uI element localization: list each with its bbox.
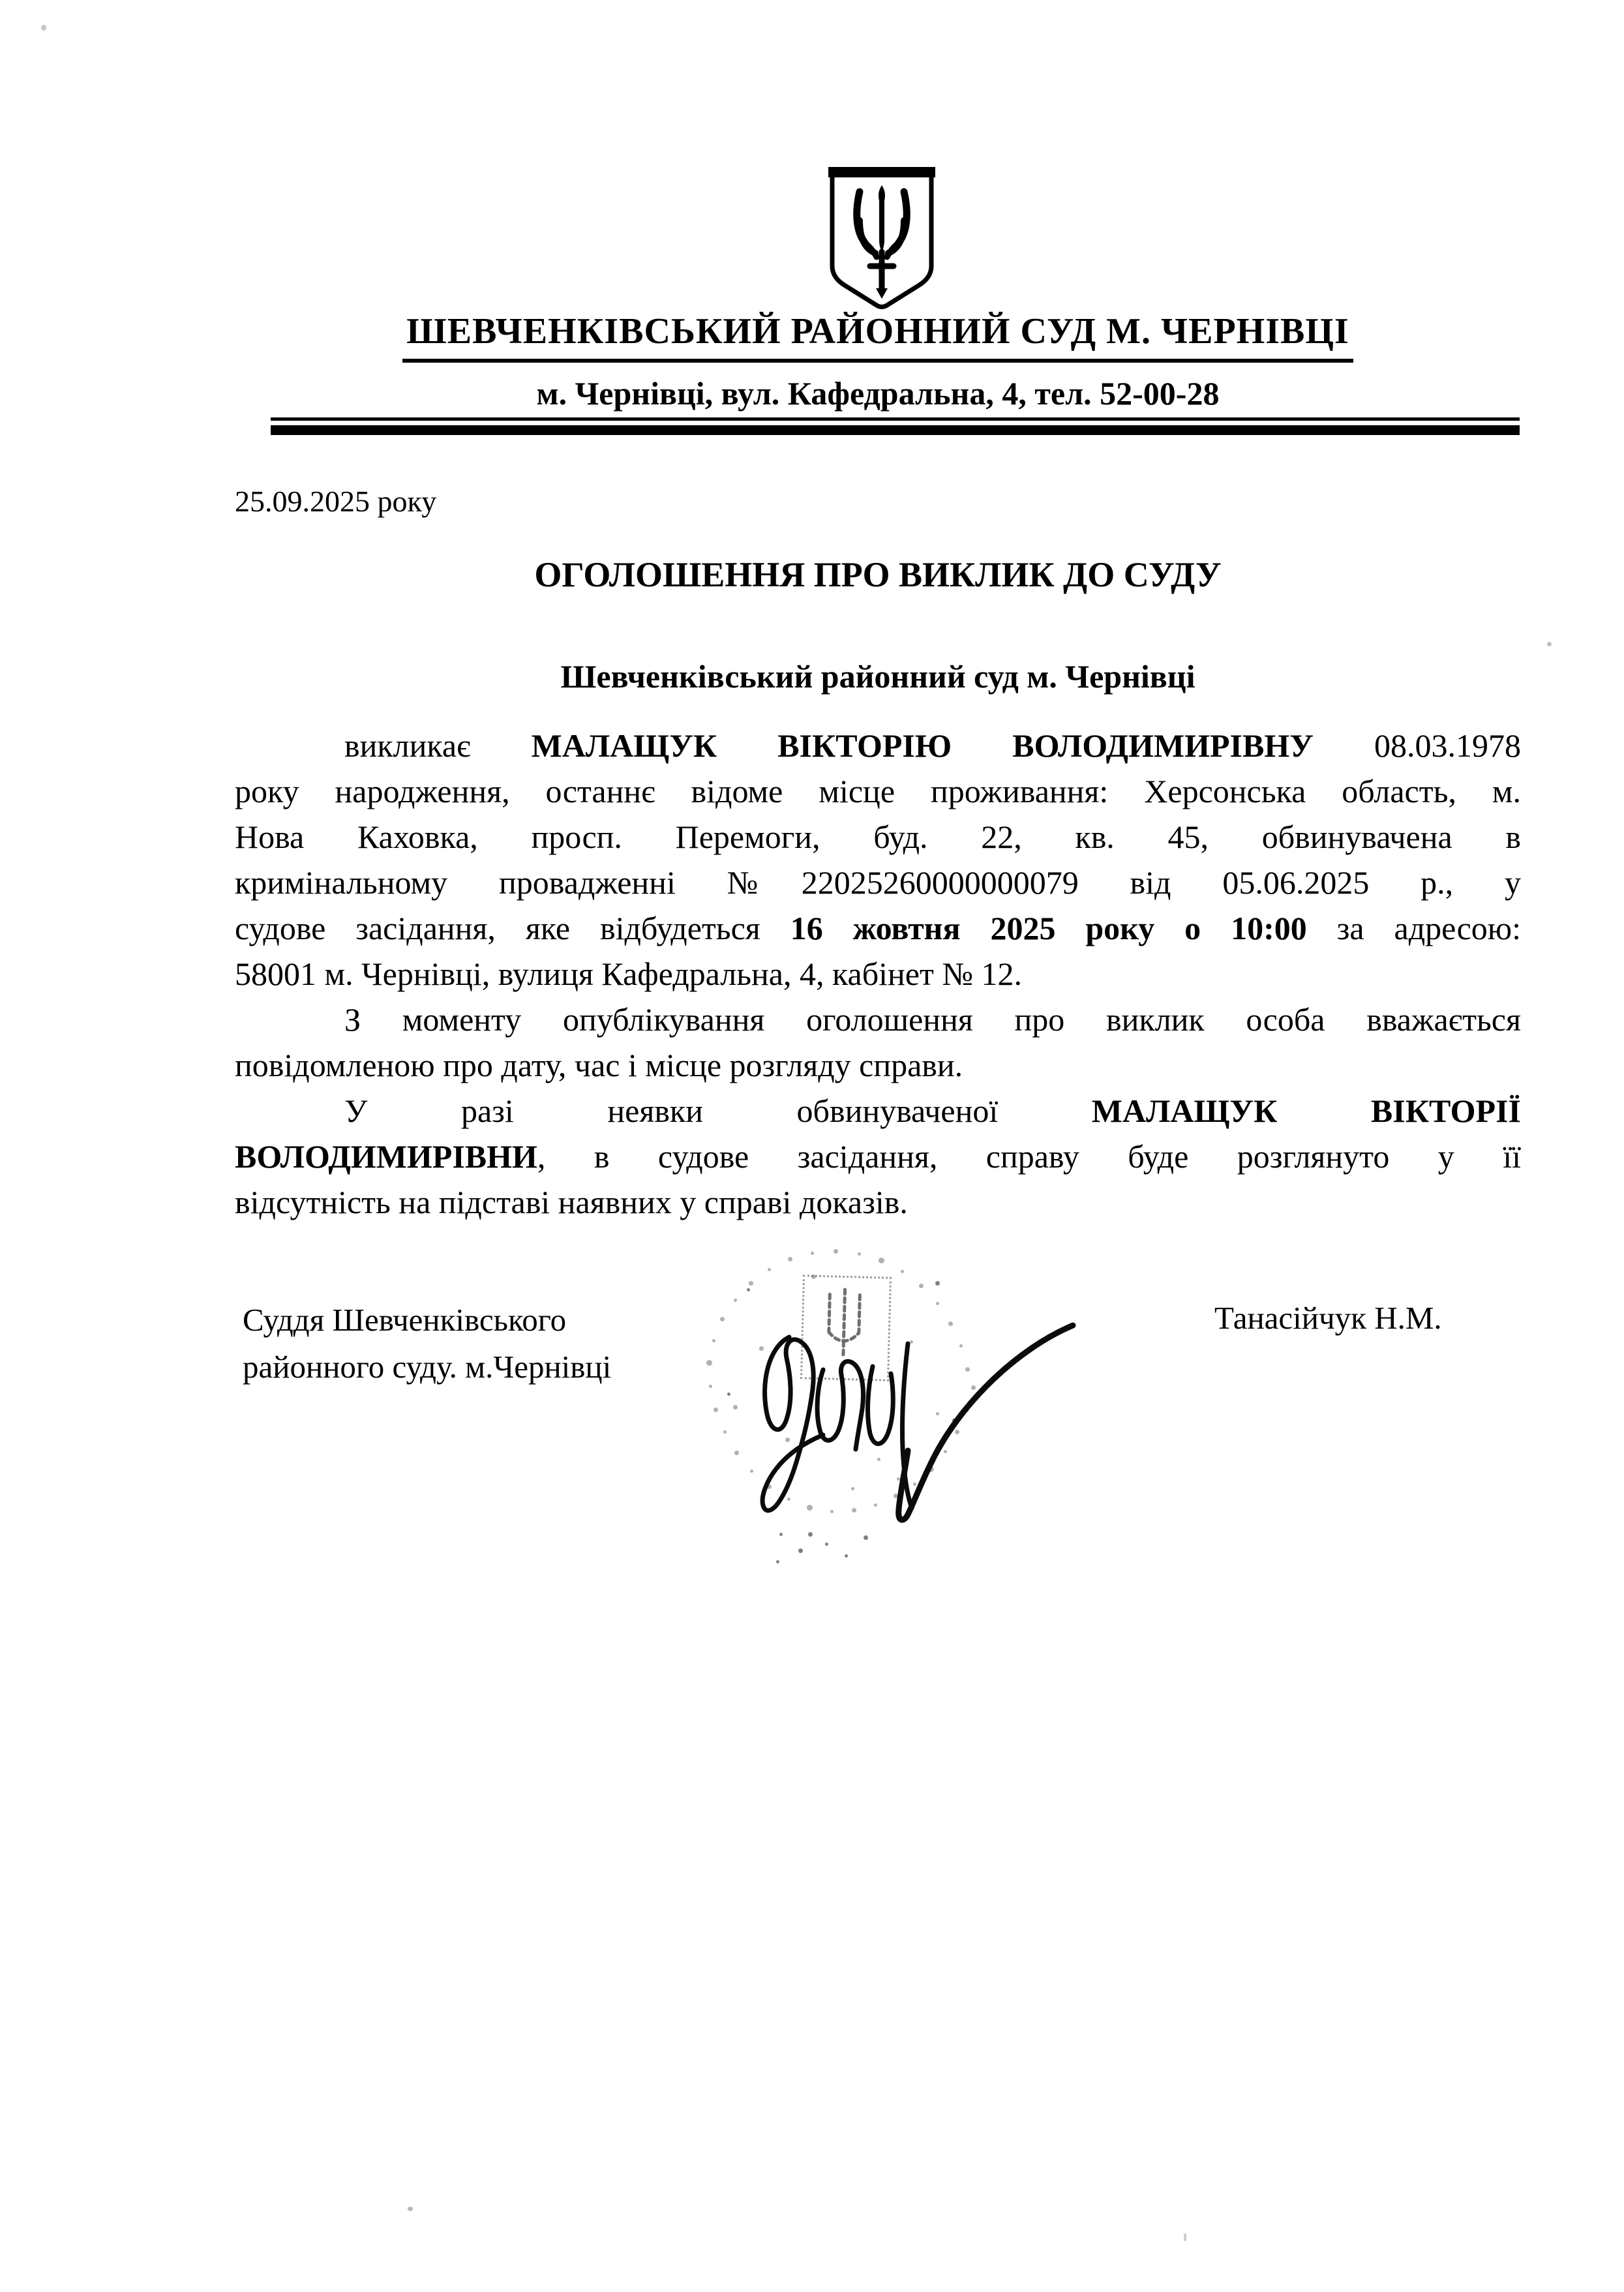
body-line: З моменту опублікування оголошення про виклик особа вважається (344, 1001, 1521, 1038)
body-line (235, 723, 1521, 768)
ukraine-trident-shield-icon (823, 163, 940, 314)
divider-thin-line (271, 417, 1520, 421)
judge-name: Танасійчук Н.М. (1214, 1300, 1442, 1336)
judge-caption-line: Суддя Шевченківського (243, 1302, 567, 1338)
document-date: 25.09.2025 року (235, 485, 437, 518)
document-subtitle: Шевченківський районний суд м. Чернівці (560, 658, 1195, 695)
body-line (235, 905, 1521, 951)
body-text: 08.03.1978 (1313, 727, 1521, 764)
document-title: ОГОЛОШЕННЯ ПРО ВИКЛИК ДО СУДУ (534, 555, 1222, 594)
court-address: м. Чернівці, вул. Кафедральна, 4, тел. 52-00-28 (536, 375, 1220, 412)
body-line: відсутність на підставі наявних у справі доказів. (235, 1184, 908, 1220)
body-line: 58001 м. Чернівці, вулиця Кафедральна, 4, кабінет № 12. (235, 956, 1023, 992)
judge-caption (243, 1297, 611, 1391)
body-line: кримінальному провадженні №22025260000000079 від 05.06.2025 р., у (235, 864, 1521, 901)
body-text: викликає (344, 727, 532, 764)
body-text: У разі неявки обвинуваченої (344, 1093, 1092, 1129)
body-line: повідомленою про дату, час і місце розгляду справи. (235, 1047, 963, 1083)
scan-speck (1547, 642, 1552, 646)
body-line: Нова Каховка, просп. Перемоги, буд. 22, кв. 45, обвинувачена в (235, 819, 1521, 855)
judge-caption-line: районного суду. м.Чернівці (243, 1349, 612, 1385)
hearing-datetime-bold: 16 жовтня 2025 року о 10:00 (790, 910, 1307, 946)
document-body (235, 723, 1521, 1225)
scan-speck (408, 2207, 413, 2211)
accused-name-bold: МАЛАЩУК ВІКТОРІЇ (1091, 1093, 1521, 1129)
body-line (235, 1134, 1521, 1179)
body-line (235, 1088, 1521, 1134)
header-divider (271, 417, 1520, 435)
accused-name-bold: МАЛАЩУК ВІКТОРІЮ ВОЛОДИМИРІВНУ (531, 727, 1314, 764)
divider-thick-line (271, 425, 1520, 435)
body-text: судове засідання, яке відбудеться (235, 910, 790, 946)
scan-speck (1184, 2233, 1186, 2241)
handwritten-signature (685, 1194, 1141, 1591)
court-name-heading (235, 310, 1521, 363)
accused-name-bold: ВОЛОДИМИРІВНИ (235, 1138, 537, 1175)
body-line: року народження, останнє відоме місце проживання: Херсонська область, м. (235, 773, 1521, 809)
body-text: , в судове засідання, справу буде розглянуто у її (537, 1138, 1521, 1175)
scan-speck (41, 25, 46, 31)
body-text: за адресою: (1306, 910, 1522, 946)
court-name-text: ШЕВЧЕНКІВСЬКИЙ РАЙОННИЙ СУД М. ЧЕРНІВЦІ (402, 310, 1353, 363)
